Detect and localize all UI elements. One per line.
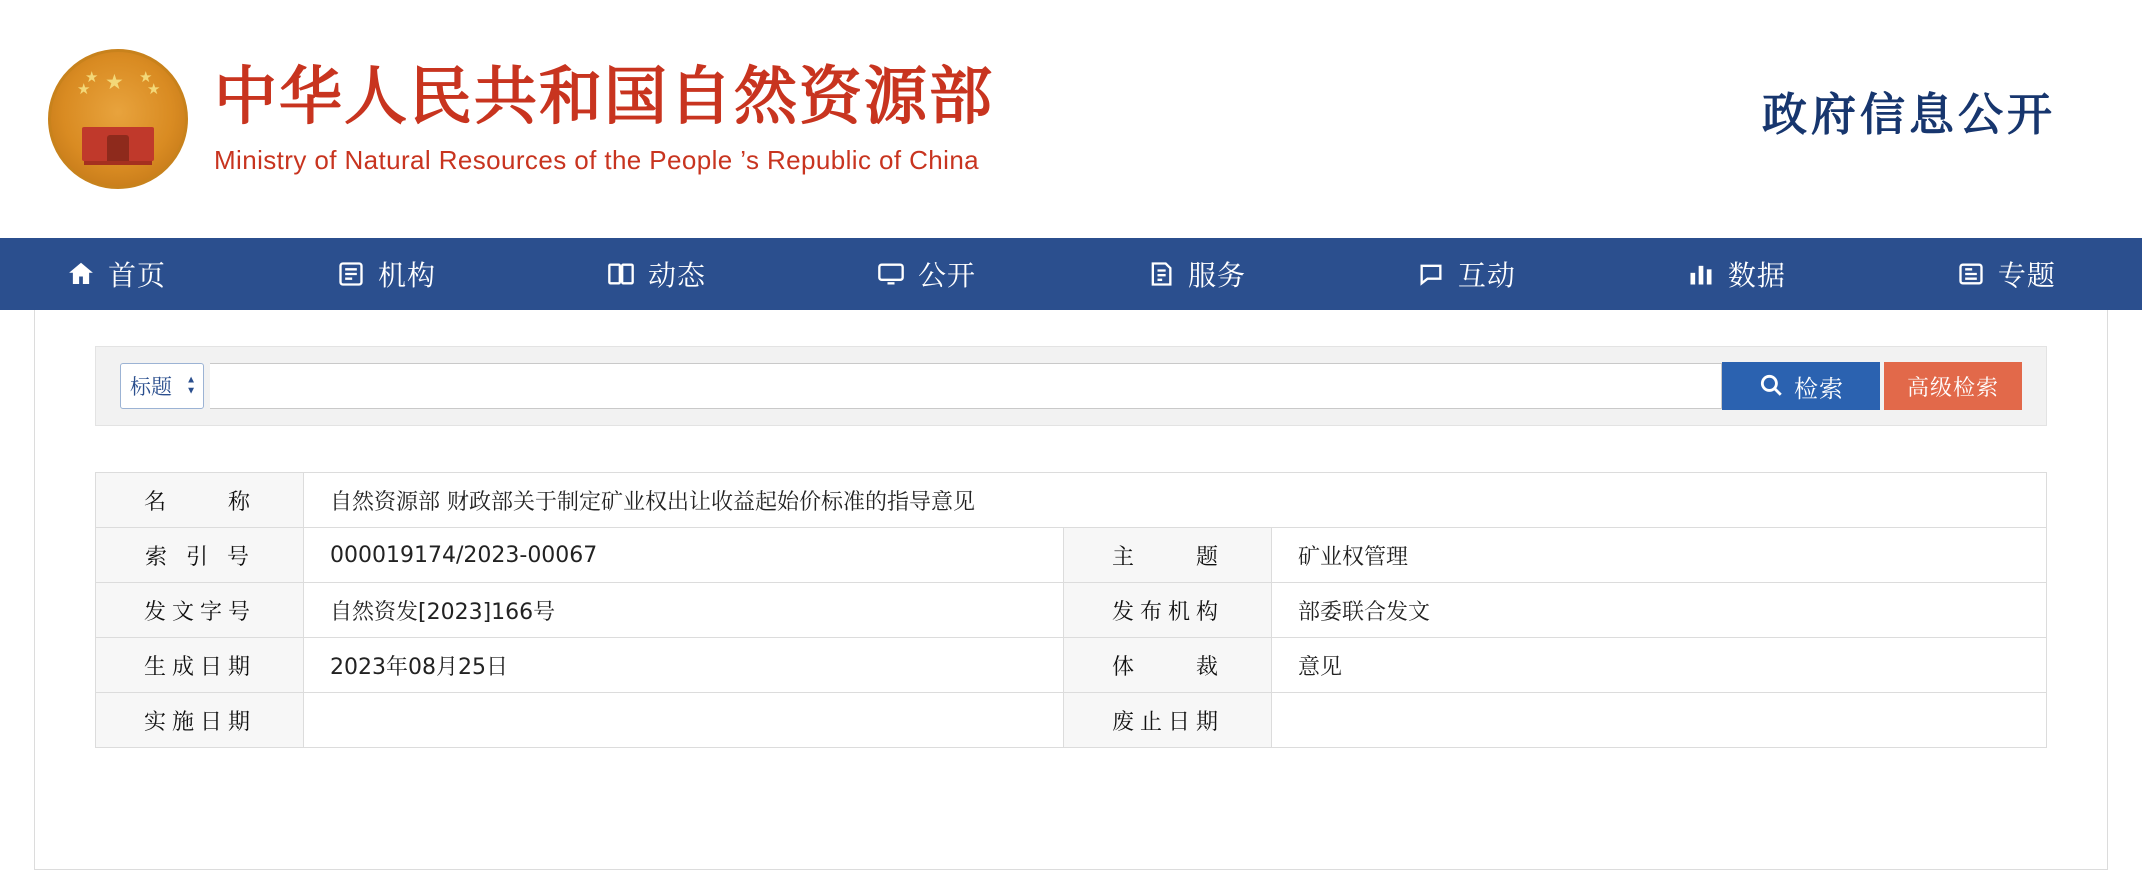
chat-icon [1416, 259, 1446, 289]
search-field-select[interactable] [120, 363, 204, 409]
nav-item-label: 首页 [108, 259, 167, 292]
subject-value: 矿业权管理 [1272, 528, 2047, 583]
nav-item-service[interactable] [1140, 254, 1252, 294]
site-title-cn: 中华人民共和国自然资源部 [214, 60, 994, 134]
site-title-block [214, 62, 994, 176]
star-icon: ★ [147, 81, 161, 98]
emblem-gate [82, 127, 154, 161]
star-icon: ★ [139, 69, 153, 86]
index-number-value: 000019174/2023-00067 [304, 528, 1064, 583]
table-row [96, 583, 2047, 638]
table-row [96, 473, 2047, 528]
monitor-icon [876, 259, 906, 289]
search-button-label: 检索 [1794, 374, 1844, 403]
index-number-label: 索 引 号 [96, 528, 304, 583]
nav-item-data[interactable] [1680, 254, 1792, 294]
document-pen-icon [1146, 259, 1176, 289]
search-bar [95, 346, 2047, 426]
star-icon: ★ [77, 81, 91, 98]
creation-date-value: 2023年08月25日 [304, 638, 1064, 693]
creation-date-label: 生成日期 [96, 638, 304, 693]
site-title-en: Ministry of Natural Resources of the People ’s Republic of China [214, 144, 980, 175]
repeal-date-value [1272, 693, 2047, 748]
nav-item-label: 专题 [1997, 259, 2056, 292]
book-icon [606, 259, 636, 289]
issuing-agency-value: 部委联合发文 [1272, 583, 2047, 638]
nav-item-label: 公开 [917, 259, 976, 292]
main-nav [0, 238, 2142, 310]
table-row [96, 693, 2047, 748]
page-title: 政府信息公开 [1761, 88, 2056, 141]
search-button[interactable] [1722, 362, 1880, 410]
home-icon [66, 259, 96, 289]
search-field-select-value: 标题 [130, 375, 172, 399]
page-body [0, 310, 2142, 870]
nav-item-home[interactable] [60, 254, 172, 294]
search-icon [1758, 372, 1784, 401]
nav-item-label: 数据 [1727, 259, 1786, 292]
nav-item-organization[interactable] [330, 254, 442, 294]
subject-label: 主 题 [1064, 528, 1272, 583]
doc-name-label: 名 称 [96, 473, 304, 528]
genre-value: 意见 [1272, 638, 2047, 693]
effective-date-value [304, 693, 1064, 748]
advanced-search-button[interactable]: 高级检索 [1884, 362, 2022, 410]
nav-item-label: 服务 [1187, 259, 1246, 292]
site-header [0, 0, 2142, 238]
nav-item-news[interactable] [600, 254, 712, 294]
chevron-updown-icon: ▲ ▼ [186, 374, 196, 397]
nav-item-label: 互动 [1457, 259, 1516, 292]
star-icon: ★ [85, 69, 99, 86]
star-icon: ★ [105, 71, 124, 94]
national-emblem-icon [48, 49, 188, 189]
document-info-table [95, 472, 2047, 748]
nav-item-topics[interactable] [1950, 254, 2062, 294]
genre-label: 体 裁 [1064, 638, 1272, 693]
table-row [96, 528, 2047, 583]
main-nav-items [60, 254, 2082, 294]
bar-chart-icon [1686, 259, 1716, 289]
building-icon [336, 259, 366, 289]
issuing-agency-label: 发布机构 [1064, 583, 1272, 638]
nav-item-label: 动态 [647, 259, 706, 292]
document-number-value: 自然资发[2023]166号 [304, 583, 1064, 638]
table-row [96, 638, 2047, 693]
newspaper-icon [1956, 259, 1986, 289]
nav-item-interaction[interactable] [1410, 254, 1522, 294]
emblem-stars [75, 70, 161, 104]
content-panel [34, 310, 2108, 870]
doc-name-value: 自然资源部 财政部关于制定矿业权出让收益起始价标准的指导意见 [304, 473, 2047, 528]
document-number-label: 发文字号 [96, 583, 304, 638]
search-input[interactable] [210, 363, 1722, 409]
nav-item-disclosure[interactable] [870, 254, 982, 294]
nav-item-label: 机构 [377, 259, 436, 292]
effective-date-label: 实施日期 [96, 693, 304, 748]
repeal-date-label: 废止日期 [1064, 693, 1272, 748]
